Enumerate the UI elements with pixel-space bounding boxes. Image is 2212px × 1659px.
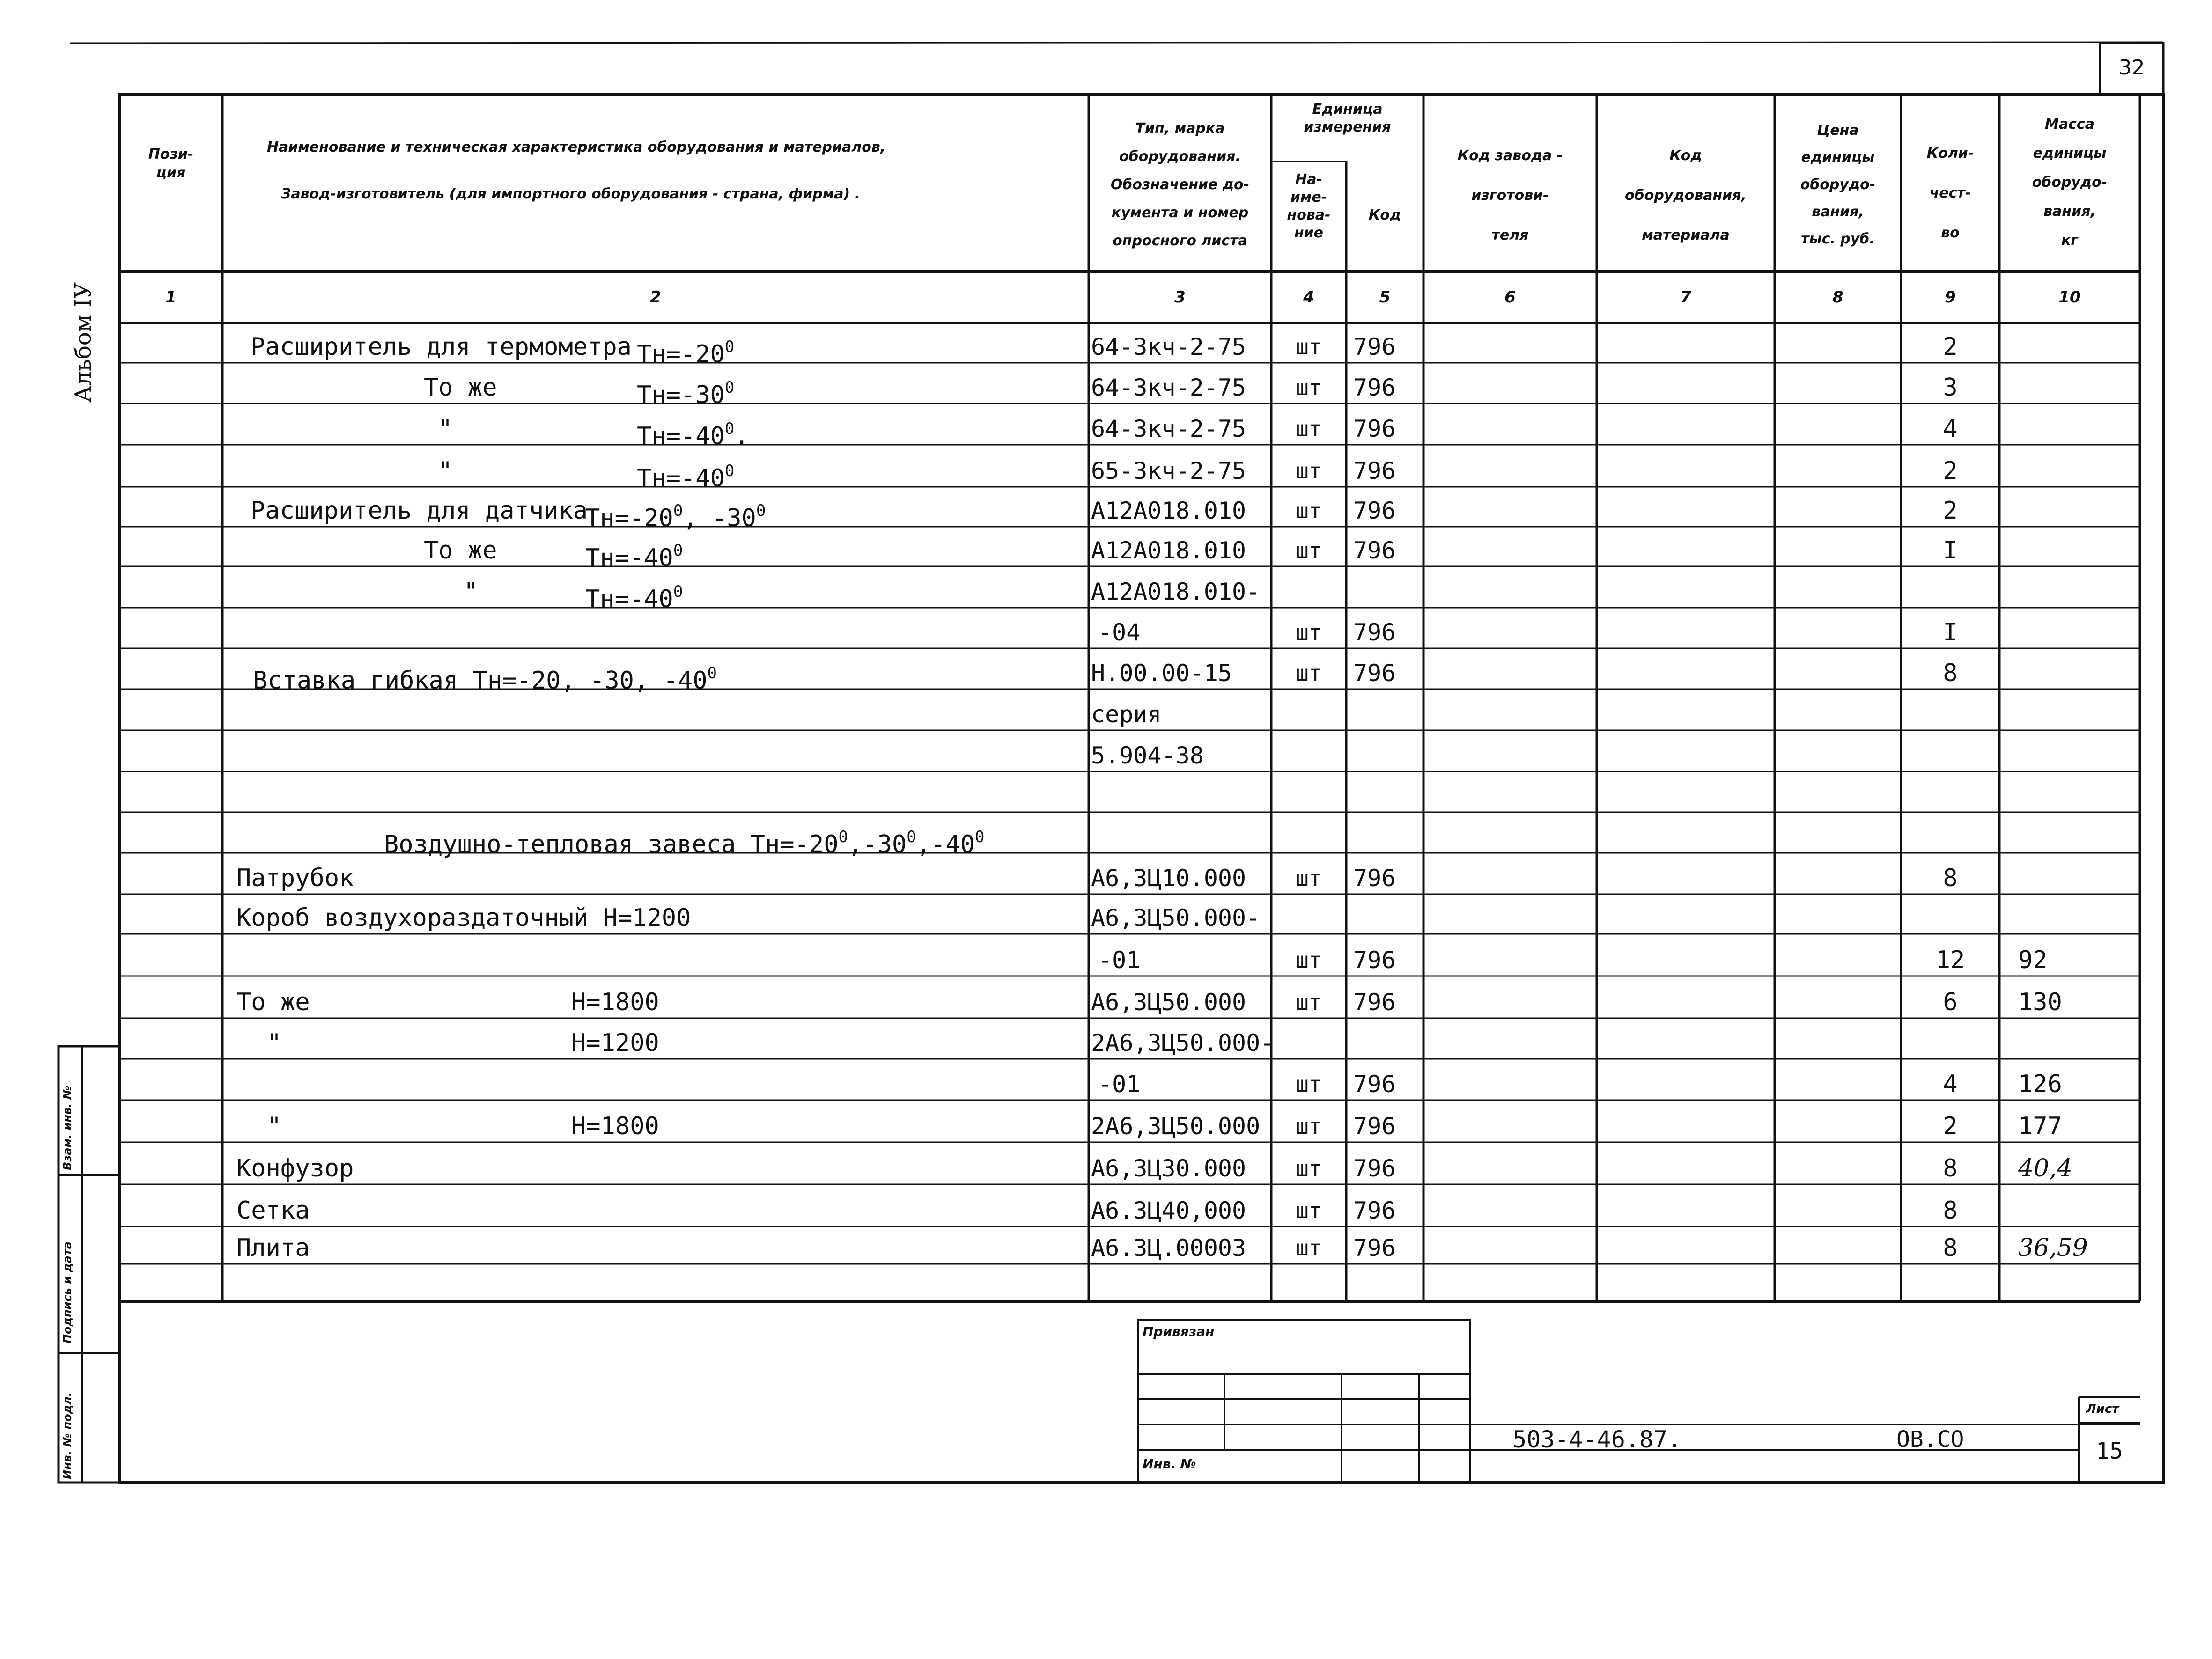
row-temperature: $Тн=-40^0$. [637, 419, 749, 450]
header-unit-code: Код [1368, 207, 1401, 223]
row-temperature: $Тн=-40^0$ [585, 582, 683, 613]
row-mass: 92 [2018, 946, 2048, 974]
header-name-line1: Наименование и техническая характеристика оборудования и материалов, [267, 139, 886, 155]
row-unit: шт [1296, 661, 1322, 686]
row-quantity: 2 [1943, 497, 1958, 525]
row-quantity: 8 [1943, 1154, 1958, 1182]
row-name: Сетка [236, 1197, 310, 1225]
row-document: А6,3Ц50.000 [1091, 989, 1246, 1016]
row-name: То же [236, 988, 310, 1016]
row-code: 796 [1353, 865, 1396, 892]
degree-mark: 0 [707, 664, 717, 683]
degree-mark: 0 [673, 582, 683, 601]
degree-mark: 0 [724, 338, 735, 356]
degree-mark: 0 [673, 501, 683, 520]
row-unit: шт [1296, 375, 1322, 400]
row-code: 796 [1353, 497, 1396, 524]
row-unit: шт [1296, 866, 1322, 891]
row-unit: шт [1296, 334, 1322, 360]
row-unit: шт [1296, 498, 1322, 523]
row-document: -01 [1098, 1071, 1141, 1098]
page-number: 32 [2118, 56, 2145, 80]
row-quantity: I [1943, 618, 1958, 646]
sheet-label: Лист [2086, 1402, 2119, 1416]
row-quantity: 4 [1943, 415, 1958, 443]
row-quantity: 12 [1935, 946, 1965, 974]
row-code: 796 [1353, 619, 1396, 646]
temp-suffix: . [734, 422, 749, 450]
row-quantity: 4 [1943, 1070, 1958, 1098]
row-code: 796 [1353, 660, 1396, 687]
row-name: " [267, 1112, 282, 1140]
header-unit-price: Цена единицы оборудо- вания, тыс. руб. [1800, 122, 1876, 247]
row-code: 796 [1353, 457, 1396, 484]
row-document: 2А6,3Ц50.000 [1091, 1113, 1261, 1140]
row-name: Патрубок [236, 864, 354, 892]
row-temperature: Н=1800 [571, 1112, 659, 1140]
row-code: 796 [1353, 1234, 1396, 1262]
row-unit: шт [1296, 458, 1322, 484]
header-unit-mass: Масса единицы оборудо- вания, кг [2032, 116, 2108, 249]
row-code: 796 [1353, 1071, 1396, 1098]
inv-no-label: Инв. № [1143, 1456, 1196, 1472]
col-number-6: 6 [1504, 288, 1516, 307]
row-code: 796 [1353, 333, 1396, 360]
degree-mark: 0 [673, 541, 683, 560]
row-name: Короб воздухораздаточный Н=1200 [236, 904, 691, 932]
row-name: " [267, 1029, 282, 1057]
album-label: Альбом IУ [70, 282, 96, 403]
row-unit: шт [1296, 620, 1322, 645]
row-quantity: 3 [1943, 374, 1958, 402]
row-unit: шт [1296, 1198, 1322, 1223]
row-name: То же [424, 536, 497, 565]
row-mass: 126 [2018, 1070, 2062, 1098]
row-unit: шт [1296, 1235, 1322, 1261]
row-document: А12А018.010 [1091, 497, 1246, 524]
header-name-line2: Завод-изготовитель (для импортного оборудования - страна, фирма) . [281, 186, 861, 202]
degree-mark: 0 [907, 828, 916, 846]
row-document: 5.904-38 [1091, 742, 1204, 769]
temp-extra: ,-30 [848, 830, 907, 859]
row-name: Вставка гибкая Тн=-20, -30, $-40^0$ [253, 664, 717, 695]
row-name: Плита [236, 1234, 310, 1262]
row-document: А6,3Ц50.000- [1091, 904, 1261, 932]
row-quantity: 8 [1943, 659, 1958, 687]
col-number-7: 7 [1680, 288, 1691, 307]
header-unit-group: Единица измерения [1304, 101, 1391, 135]
row-temperature: $Тн=-30^0$ [637, 378, 735, 409]
row-name: Расширитель для термометра [251, 333, 632, 361]
row-code: 796 [1353, 1113, 1396, 1140]
row-document: 64-3кч-2-75 [1091, 374, 1246, 401]
row-code: 796 [1353, 537, 1396, 564]
row-mass: 130 [2018, 988, 2062, 1016]
row-quantity: 8 [1943, 1197, 1958, 1225]
header-quantity: Коли- чест- во [1926, 145, 1974, 241]
row-quantity: 8 [1943, 864, 1958, 892]
row-document: 2А6,3Ц50.000- [1091, 1029, 1275, 1057]
degree-mark: 0 [756, 501, 766, 520]
stamp-label-vzam: Взам. инв. № [61, 1086, 74, 1170]
temp-extra: ,-40 [916, 830, 975, 859]
header-factory-code: Код завода - изготови- теля [1457, 147, 1563, 243]
row-name: Расширитель для датчика [251, 497, 588, 525]
degree-mark: 0 [724, 462, 735, 480]
row-mass: 36,59 [2018, 1234, 2088, 1262]
col-number-5: 5 [1379, 288, 1391, 307]
col-number-8: 8 [1832, 288, 1843, 307]
row-document: -01 [1098, 947, 1141, 974]
row-code: 796 [1353, 374, 1396, 401]
col-number-1: 1 [165, 288, 177, 307]
row-quantity: I [1943, 536, 1958, 565]
sheet-number: 15 [2096, 1438, 2123, 1464]
row-document: -04 [1098, 619, 1141, 646]
header-position: Пози- ция [148, 146, 194, 181]
row-document: серия [1091, 701, 1162, 728]
degree-mark: 0 [838, 828, 848, 846]
row-code: 796 [1353, 947, 1396, 974]
row-name: " [464, 578, 479, 606]
row-quantity: 2 [1943, 457, 1958, 485]
col-number-3: 3 [1174, 288, 1186, 307]
header-equipment-code: Код оборудования, материала [1625, 147, 1747, 243]
row-document: А12А018.010- [1091, 578, 1261, 605]
degree-mark: 0 [724, 419, 735, 438]
row-code: 796 [1353, 1155, 1396, 1182]
row-temperature: Н=1200 [571, 1029, 659, 1057]
row-mass: 40,4 [2018, 1154, 2072, 1182]
temp-extra: , -30 [683, 504, 756, 532]
row-name: Воздушно-тепловая завеса $Тн=-20^0,-30^0,-40^0$ [384, 828, 985, 859]
col-number-10: 10 [2058, 288, 2081, 307]
row-document: 64-3кч-2-75 [1091, 333, 1246, 360]
col-number-2: 2 [650, 288, 661, 307]
row-temperature: $Тн=-40^0$ [637, 462, 735, 492]
row-mass: 177 [2018, 1112, 2062, 1140]
row-document: А6.3Ц40,000 [1091, 1197, 1246, 1224]
row-document: 64-3кч-2-75 [1091, 415, 1246, 442]
row-unit: шт [1296, 947, 1322, 973]
row-temperature: Н=1800 [571, 988, 659, 1016]
row-name: " [438, 415, 453, 443]
row-code: 796 [1353, 415, 1396, 442]
row-quantity: 2 [1943, 333, 1958, 361]
row-document: 65-3кч-2-75 [1091, 457, 1246, 484]
row-temperature: $Тн=-40^0$ [585, 541, 683, 572]
row-unit: шт [1296, 416, 1322, 441]
col-number-4: 4 [1303, 288, 1314, 307]
row-name: То же [424, 374, 497, 402]
header-type-mark: Тип, марка оборудования. Обозначение до- кумента и номер опросного листа [1110, 120, 1250, 249]
document-code: 503-4-46.87. [1512, 1426, 1682, 1453]
row-unit: шт [1296, 1114, 1322, 1139]
row-document: А6,3Ц10.000 [1091, 865, 1246, 892]
degree-mark: 0 [974, 828, 985, 846]
row-quantity: 8 [1943, 1234, 1958, 1262]
row-code: 796 [1353, 989, 1396, 1016]
row-name: Конфузор [236, 1154, 354, 1182]
row-document: А6,3Ц30.000 [1091, 1155, 1246, 1182]
row-quantity: 6 [1943, 988, 1958, 1016]
row-document: А12А018.010 [1091, 537, 1246, 564]
row-name: " [438, 457, 453, 485]
row-unit: шт [1296, 1156, 1322, 1181]
section-code: ОВ.СО [1896, 1426, 1964, 1453]
privyazan-label: Привязан [1143, 1324, 1215, 1339]
row-document: Н.00.00-15 [1091, 660, 1232, 687]
row-temperature: $Тн=-20^0$, $-30^0$ [585, 501, 766, 532]
row-unit: шт [1296, 538, 1322, 563]
row-quantity: 2 [1943, 1112, 1958, 1140]
stamp-label-podpis: Подпись и дата [61, 1241, 74, 1343]
row-temperature: $Тн=-20^0$ [637, 338, 735, 368]
degree-mark: 0 [724, 378, 735, 397]
row-document: А6.3Ц.00003 [1091, 1234, 1246, 1262]
stamp-label-inv-podl: Инв. № подл. [61, 1392, 74, 1479]
row-unit: шт [1296, 1072, 1322, 1097]
col-number-9: 9 [1945, 288, 1956, 307]
row-code: 796 [1353, 1197, 1396, 1224]
header-unit-name: На- име- нова- ние [1287, 171, 1331, 241]
row-unit: шт [1296, 990, 1322, 1015]
